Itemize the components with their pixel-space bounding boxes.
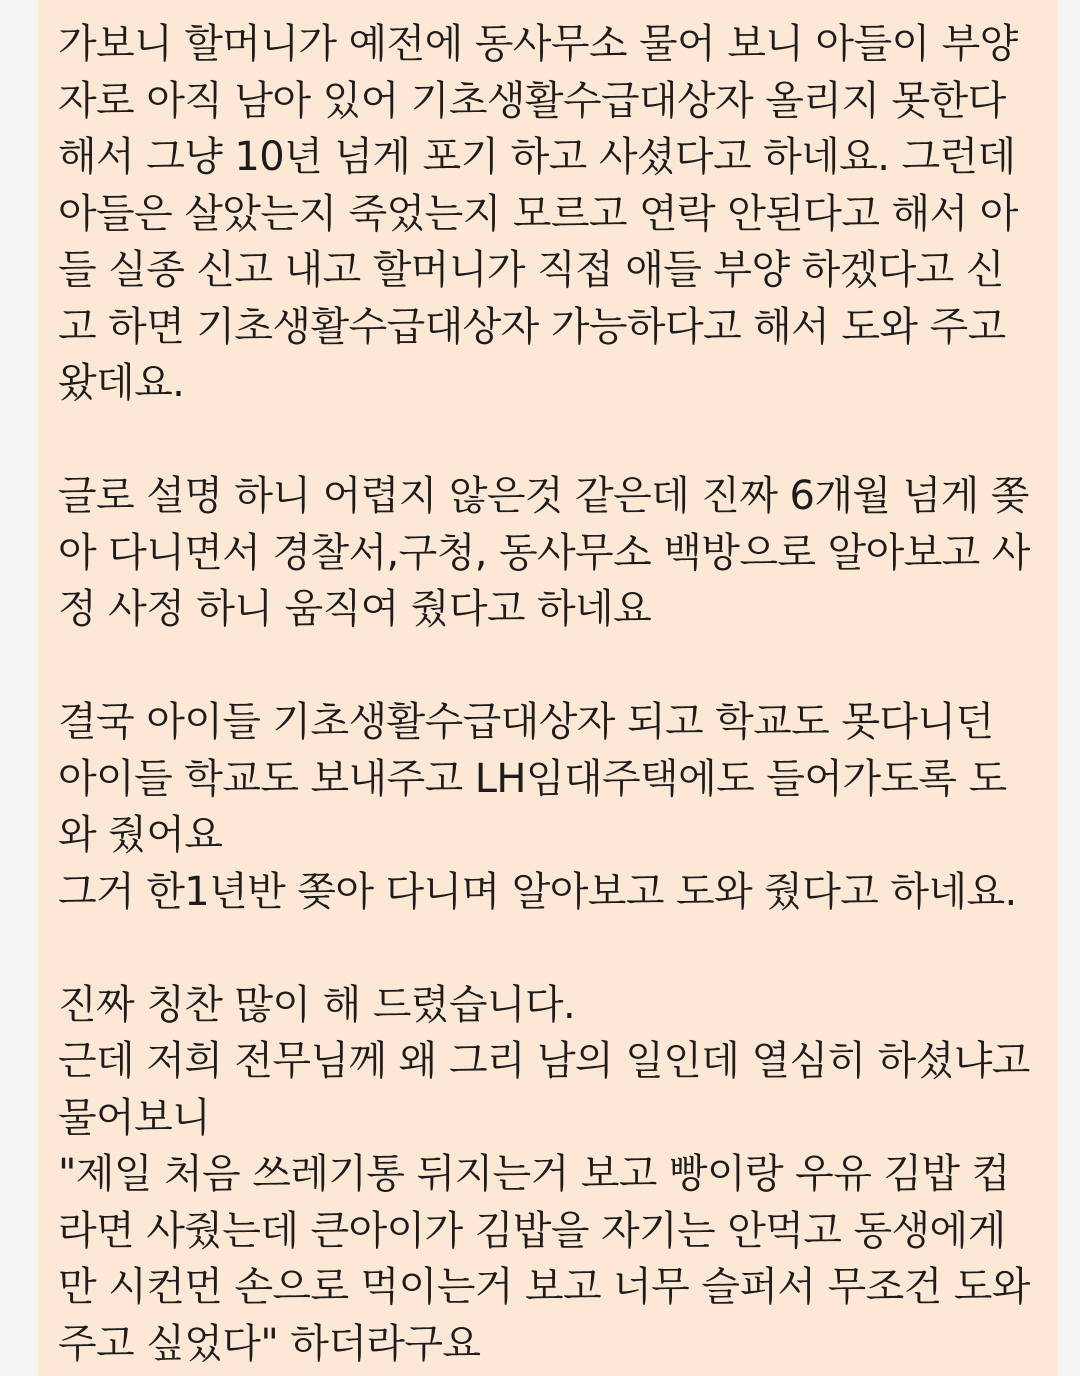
paragraph-gap bbox=[58, 638, 1048, 695]
text-line: 아들은 살았는지 죽었는지 모르고 연락 안된다고 해서 아 bbox=[58, 190, 1018, 237]
text-line: 아이들 학교도 보내주고 LH임대주택에도 들어가도록 도 bbox=[58, 755, 1007, 802]
paragraph-1 bbox=[58, 16, 1048, 412]
text-line: 와 줬어요 bbox=[58, 812, 223, 858]
text-line: 자로 아직 남아 있어 기초생활수급대상자 올리지 못한다 bbox=[58, 77, 1006, 124]
text-line: 고 하면 기초생활수급대상자 가능하다고 해서 도와 주고 bbox=[58, 303, 1006, 350]
text-line: 해서 그냥 10년 넘게 포기 하고 사셨다고 하네요. 그런데 bbox=[58, 134, 1016, 180]
paragraph-2 bbox=[58, 468, 1048, 638]
text-line: 왔데요. bbox=[58, 360, 185, 406]
text-line: 근데 저희 전무님께 왜 그리 남의 일인데 열심히 하셨냐고 bbox=[58, 1038, 1030, 1084]
paragraph-gap bbox=[58, 920, 1048, 977]
text-line: 물어보니 bbox=[58, 1094, 211, 1141]
text-line: 만 시컨먼 손으로 먹이는거 보고 너무 슬퍼서 무조건 도와 bbox=[58, 1264, 1030, 1310]
text-line: 라면 사줬는데 큰아이가 김밥을 자기는 안먹고 동생에게 bbox=[58, 1207, 1006, 1254]
paragraph-gap bbox=[58, 412, 1048, 469]
text-line: 정 사정 하니 움직여 줬다고 하네요 bbox=[58, 586, 652, 632]
post-body-panel bbox=[38, 0, 1058, 1376]
text-line: 가보니 할머니가 예전에 동사무소 물어 보니 아들이 부양 bbox=[58, 21, 1018, 67]
paragraph-3 bbox=[58, 694, 1048, 920]
text-line: "제일 처음 쓰레기통 뒤지는거 보고 빵이랑 우유 김밥 컵 bbox=[58, 1151, 1010, 1197]
text-line: 결국 아이들 기초생활수급대상자 되고 학교도 못다니던 bbox=[58, 699, 994, 745]
text-line: 아 다니면서 경찰서,구청, 동사무소 백방으로 알아보고 사 bbox=[58, 529, 1030, 576]
paragraph-4 bbox=[58, 977, 1048, 1373]
text-line: 글로 설명 하니 어렵지 않은것 같은데 진짜 6개월 넘게 쫒 bbox=[58, 473, 1029, 519]
text-line: 진짜 칭찬 많이 해 드렸습니다. bbox=[58, 981, 576, 1028]
text-line: 들 실종 신고 내고 할머니가 직접 애들 부양 하겠다고 신 bbox=[58, 247, 1004, 293]
text-line: 그거 한1년반 쫒아 다니며 알아보고 도와 줬다고 하네요. bbox=[58, 868, 1017, 915]
text-line: 주고 싶었다" 하더라구요 bbox=[58, 1320, 481, 1367]
